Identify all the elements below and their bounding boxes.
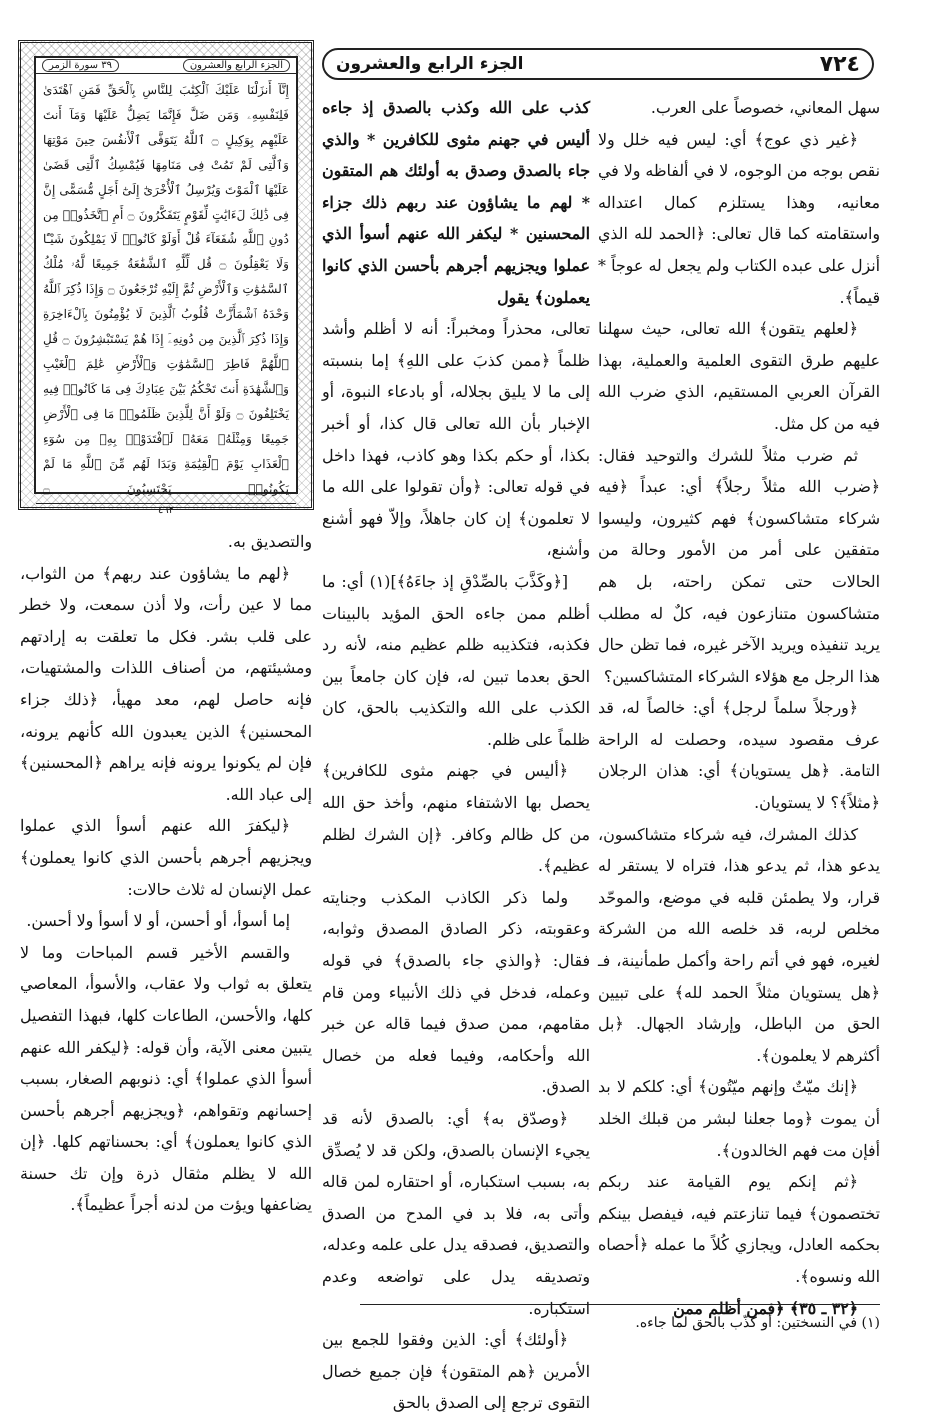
footnote-text: في النسختين: أو كذّب بالحق لما جاءه. — [635, 1315, 858, 1331]
paragraph: ﴿إنك ميّتٌ وإنهم ميّتُون﴾ أي: كلكم لا بد أن يموت ﴿وما جعلنا لبشر من قبلك الخلد أفإن مت فهم الخالدون﴾. — [598, 1077, 880, 1160]
paragraph: إما أسوأ، أو أحسن، أو لا أسوأ ولا أحسن. — [26, 911, 290, 931]
paragraph: [﴿وكَذَّبَ بالصِّدْقِ إذ جاءَهُ﴾](١) أي: ما أظلم ممن جاءه الحق المؤيد بالبينات فكذبه، فتكذيبه ظلم عظيم منه، لأنه رد الحق بعدما تبين له، فإن كان جامعاً بين الكذب على الله والتكذيب بالحق، كان ظلماً على ظلم. — [322, 571, 590, 749]
mushaf-text: إِنَّآ أَنزَلْنَا عَلَيْكَ ٱلْكِتَٰبَ لِلنَّاسِ بِٱلْحَقِّ فَمَنِ ٱهْتَدَىٰ فَلِنَفْسِهِۦ وَمَن ضَلَّ فَإِنَّمَا يَضِلُّ عَلَيْهَا وَمَآ أَنتَ عَلَيْهِم بِوَكِيلٍ ۝ ٱللَّهُ يَتَوَفَّى ٱلْأَنفُسَ حِينَ مَوْتِهَا وَٱلَّتِى لَمْ تَمُتْ فِى مَنَامِهَا فَيُمْسِكُ ٱلَّتِى قَضَىٰ عَلَيْهَا ٱلْمَوْتَ وَيُرْسِلُ ٱلْأُخْرَىٰٓ إِلَىٰٓ أَجَلٍ مُّسَمًّى إِنَّ فِى ذَٰلِكَ لَءَايَٰتٍ لِّقَوْمٍ يَتَفَكَّرُونَ ۝ أَمِ ٱتَّخَذُوا۟ مِن دُونِ ٱللَّهِ شُفَعَآءَ قُلْ أَوَلَوْ كَانُوا۟ لَا يَمْلِكُونَ شَيْـًٔا وَلَا يَعْقِلُونَ ۝ قُل لِّلَّهِ ٱلشَّفَٰعَةُ جَمِيعًا لَّهُۥ مُلْكُ ٱلسَّمَٰوَٰتِ وَٱلْأَرْضِ ثُمَّ إِلَيْهِ تُرْجَعُونَ ۝ وَإِذَا ذُكِرَ ٱللَّهُ وَحْدَهُ ٱشْمَأَزَّتْ قُلُوبُ ٱلَّذِينَ لَا يُؤْمِنُونَ بِٱلْءَاخِرَةِ وَإِذَا ذُكِرَ ٱلَّذِينَ مِن دُونِهِۦٓ إِذَا هُمْ يَسْتَبْشِرُونَ ۝ قُلِ ٱللَّهُمَّ فَاطِرَ ٱلسَّمَٰوَٰتِ وَٱلْأَرْضِ عَٰلِمَ ٱلْغَيْبِ وَٱلشَّهَٰدَةِ أَنتَ تَحْكُمُ بَيْنَ عِبَادِكَ فِى مَا كَانُوا۟ فِيهِ يَخْتَلِفُونَ ۝ وَلَوْ أَنَّ لِلَّذِينَ ظَلَمُوا۟ مَا فِى ٱلْأَرْضِ جَمِيعًا وَمِثْلَهُۥ مَعَهُۥ لَٱفْتَدَوْا۟ بِهِۦ مِن سُوٓءِ ٱلْعَذَابِ يَوْمَ ٱلْقِيَٰمَةِ وَبَدَا لَهُم مِّنَ ٱللَّهِ مَا لَمْ يَكُونُوا۟ يَحْتَسِبُونَ ۝ — [43, 83, 290, 496]
paragraph: ﴿أولئك﴾ أي: الذين وفقوا للجمع بين الأمرين ﴿هم المتقون﴾ فإن جميع خصال التقوى ترجع إلى الصدق بالحق — [322, 1330, 590, 1413]
page-header — [322, 44, 874, 84]
footnote-separator — [360, 1304, 880, 1305]
footnote-marker: (١) — [861, 1315, 880, 1331]
mushaf-frame — [18, 40, 314, 517]
paragraph: تعالى، محذراً ومخبراً: أنه لا أظلم وأشد ظلماً ﴿ممن كذبَ على اللهِ﴾ إما بنسبته إلى ما لا يليق بجلاله، أو بادعاء النبوة، أو الإخبار بأن الله تعالى قال كذا، أو أخبر بكذا، أو حكم بكذا وهو كاذب، فهذا داخل في قوله تعالى: ﴿وأن تقولوا على الله ما لا تعلمون﴾ إن كان جاهلاً، وإلاّ فهو أشنع وأشنع، — [322, 319, 590, 560]
running-title: الجزء الرابع والعشرون — [336, 54, 524, 74]
paragraph: والتصديق به. — [227, 532, 312, 551]
paragraph: ولما ذكر الكاذب المكذب وجنايته وعقوبته، ذكر الصادق المصدق وثوابه، فقال: ﴿والذي جاء بالصدق﴾ في قوله وعمله، فدخل في ذلك الأنبياء ومن قام مقامهم، ممن صدق فيما قاله عن خبر الله وأحكامه، وفيما فعله من خصال الصدق. — [322, 887, 590, 1097]
paragraph: ﴿أليس في جهنم مثوى للكافرين﴾ يحصل بها الاشتفاء منهم، وأخذ حق الله من كل ظالم وكافر. ﴿إن الشرك لظلم عظيم﴾. — [322, 761, 590, 876]
paragraph: ﴿ليكفرَ الله عنهم أسوأ الذي عملوا ويجزيهم أجرهم بأحسن الذي كانوا يعملون﴾ عمل الإنسان له ثلاث حالات: — [20, 816, 312, 899]
paragraph: ثم ضرب مثلاً للشرك والتوحيد فقال: ﴿ضرب الله مثلاً رجلاً﴾ أي: عبداً ﴿فيه شركاء متشاكسون﴾ فهم كثيرون، وليسوا متفقين على أمر من الأمور وحالة من الحالات حتى تمكن راحته، بل هم متشاكسون متنازعون فيه، كلٌ له مطلب يريد تنفيذه ويريد الآخر غيره، فما تظن حال هذا الرجل مع هؤلاء الشركاء المتشاكسين؟ — [598, 445, 880, 686]
mushaf-surah-name: سورة الزمر — [49, 60, 99, 71]
paragraph: ﴿لعلهم يتقون﴾ الله تعالى، حيث سهلنا عليهم طرق التقوى العلمية والعملية، بهذا القرآن العربي المستقيم، الذي ضرب الله فيه من كل مثل. — [598, 319, 880, 433]
left-column — [20, 526, 312, 1221]
paragraph: ﴿وصدّق به﴾ أي: بالصدق لأنه قد يجيء الإنسان بالصدق، ولكن قد لا يُصدِّق به، بسبب استكباره، أو احتقاره لمن قاله وأتى به، فلا بد في المدح من الصدق والتصديق، فصدقه يدل على علمه وعدله، وتصديقه يدل على تواضعه وعدم استكباره. — [322, 1109, 590, 1318]
paragraph: ﴿ورجلاً سلماً لرجل﴾ أي: خالصاً له، قد عرف مقصود سيده، وحصلت له الراحة التامة. ﴿هل يستويان﴾ أي: هذان الرجلان ﴿مثلاً﴾؟ لا يستويان. — [598, 698, 880, 813]
paragraph: سهل المعاني، خصوصاً على العرب. — [650, 98, 880, 117]
mushaf-surah-label — [42, 59, 119, 72]
paragraph: ﴿لهم ما يشاؤون عند ربهم﴾ من الثواب، مما لا عين رأت، ولا أذن سمعت، ولا خطر على قلب بشر. فكل ما تعلقت به إرادتهم ومشيئتهم، من أصناف اللذات والمشتهيات، فإنه حاصل لهم، معد مهيأ، ﴿ذلك جزاء المحسنين﴾ الذين يعبدون الله كأنهم يرونه، فإن لم يكونوا يرونه فإنه يراهم ﴿المحسنين﴾ إلى عباد الله. — [20, 563, 312, 804]
mushaf-head — [36, 58, 296, 74]
page-number: ٧٢٤ — [819, 51, 860, 77]
mushaf-surah-number: ٣٩ — [101, 60, 112, 71]
mushaf-inner — [34, 56, 298, 517]
verse-block: كذب على الله وكذب بالصدق إذ جاءه أليس في جهنم مثوى للكافرين * والذي جاء بالصدق وصدق به أولئك هم المتقون * لهم ما يشاؤون عند ربهم ذلك جزاء المحسنين * ليكفر الله عنهم أسوأ الذي عملوا ويجزيهم أجرهم بأحسن الذي كانوا يعملون﴾ يقول — [322, 98, 590, 307]
section-heading: ﴿٣٢ ـ ٣٥﴾ ﴿فمن أظلم ممن — [673, 1298, 858, 1318]
mushaf-foot — [36, 503, 296, 517]
mushaf-page-number: ٤٦٢ — [157, 505, 175, 517]
paragraph: كذلك المشرك، فيه شركاء متشاكسون، يدعو هذا، ثم يدعو هذا، فتراه لا يستقر له قرار، ولا يطمئن قلبه في موضع، والموحّد مخلص لربه، قد خلصه الله من الشركة لغيره، فهو في أتم راحة وأكمل طمأنينة، فـ ﴿هل يستويان مثلاً الحمد لله﴾ على تبيين الحق من الباطل، وإرشاد الجهال. ﴿بل أكثرهم لا يعلمون﴾. — [598, 824, 880, 1065]
middle-column — [322, 92, 590, 1419]
paragraph: والقسم الأخير قسم المباحات وما لا يتعلق به ثواب ولا عقاب، والأسوأ، المعاصي كلها، والأحسن، الطاعات كلها، فبهذا التفصيل يتبين معنى الآية، وأن قوله: ﴿ليكفر الله عنهم أسوأ الذي عملوا﴾ أي: ذنوبهم الصغار، بسبب إحسانهم وتقواهم، ﴿ويجزيهم أجرهم بأحسن الذي كانوا يعملون﴾ أي: بحسناتهم كلها. ﴿إن الله لا يظلم مثقال ذرة وإن تك حسنة يضاعفها ويؤت من لدنه أجراً عظيماً﴾. — [20, 942, 312, 1215]
right-column — [598, 92, 880, 1324]
paragraph: ﴿ثم إنكم يوم القيامة عند ربكم تختصمون﴾ فيما تنازعتم فيه، فيفصل بينكم بحكمه العادل، ويجازي كُلاً ما عمله ﴿أحصاه الله ونسوه﴾. — [598, 1172, 880, 1286]
paragraph: ﴿غير ذي عوج﴾ أي: ليس فيه خلل ولا نقص بوجه من الوجوه، لا في ألفاظه ولا في معانيه، وهذا يستلزم كمال اعتداله واستقامته كما قال تعالى: ﴿الحمد لله الذي أنزل على عبده الكتاب ولم يجعل له عوجاً * قيماً﴾. — [598, 129, 880, 307]
footnote — [320, 1310, 880, 1336]
mushaf-juz-label: الجزء الرابع والعشرون — [183, 59, 290, 72]
